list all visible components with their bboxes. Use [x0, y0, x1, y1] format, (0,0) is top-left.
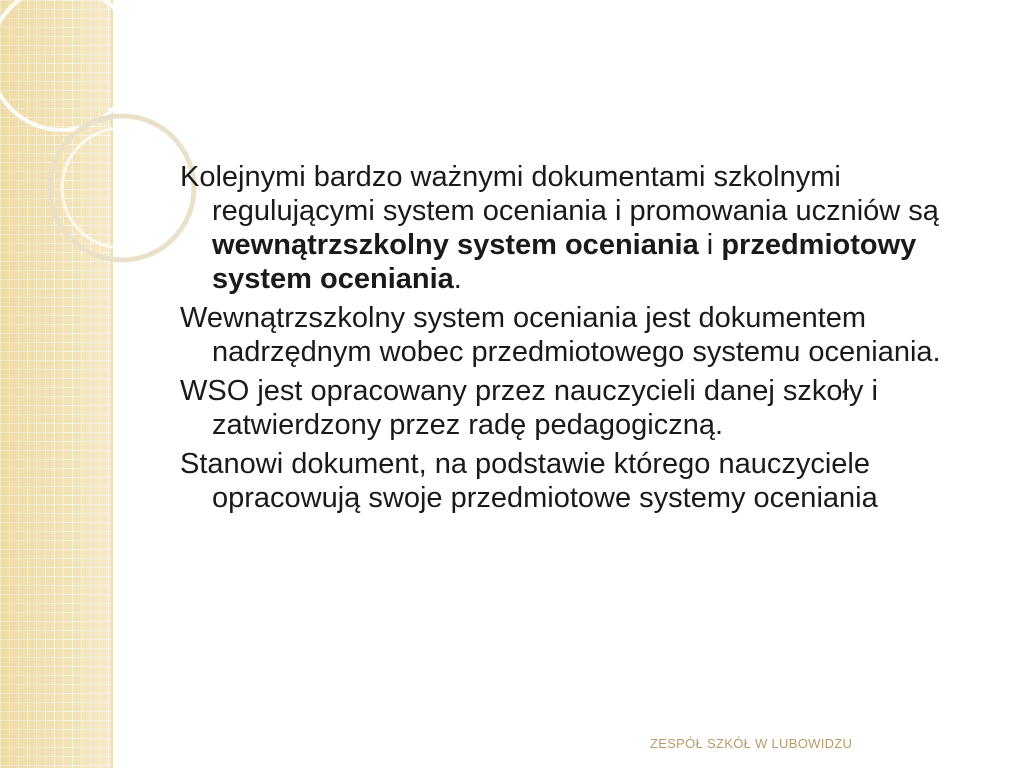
bold-text-run: wewnątrzszkolny system oceniania [212, 229, 699, 261]
paragraph [180, 374, 980, 442]
text-run: WSO jest opracowany przez nauczycieli danej szkoły i zatwierdzony przez radę pedagogiczną. [180, 375, 878, 441]
decorative-circle-middle [50, 116, 194, 260]
text-run: Stanowi dokument, na podstawie którego nauczyciele opracowują swoje przedmiotowe systemy oceniania [180, 448, 878, 514]
decorative-circle-top [0, 0, 134, 130]
footer-school-name: ZESPÓŁ SZKÓŁ W LUBOWIDZU [650, 736, 853, 751]
paragraph [180, 301, 980, 369]
text-run: Wewnątrzszkolny system oceniania jest dokumentem nadrzędnym wobec przedmiotowego systemu oceniania. [180, 302, 941, 368]
decorative-circles [0, 0, 200, 300]
text-run: i [698, 229, 722, 261]
decorative-circle-middle-inner [62, 128, 182, 248]
bold-text-run: przedmiotowy system oceniania [212, 229, 917, 295]
paragraph [180, 447, 980, 515]
text-run: Kolejnymi bardzo ważnymi dokumentami szkolnymi regulującymi system oceniania i promowania uczniów są [180, 161, 939, 227]
slide-body [180, 160, 980, 520]
paragraph [180, 160, 980, 296]
text-run: . [453, 263, 462, 295]
